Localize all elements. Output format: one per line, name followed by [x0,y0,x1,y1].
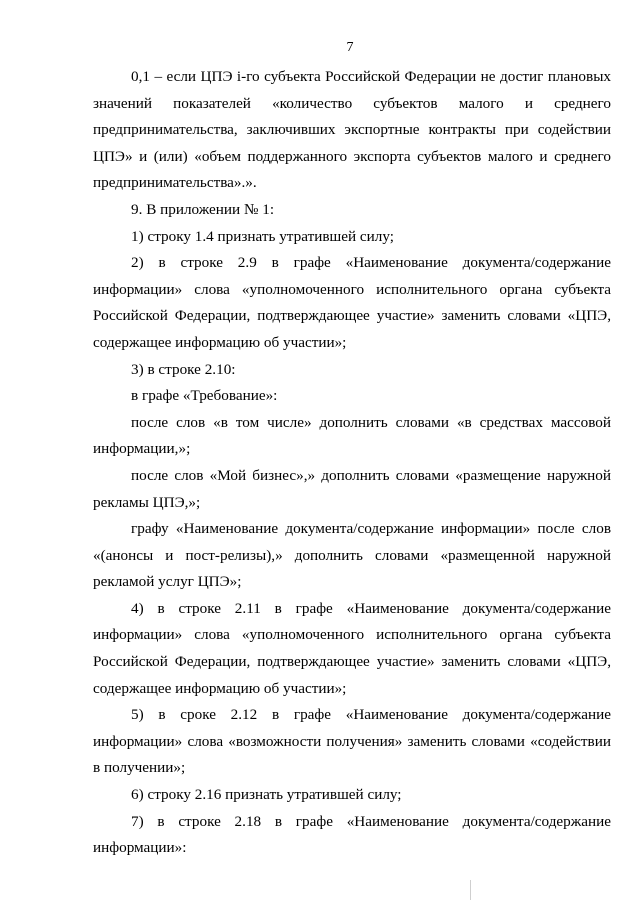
paragraph-item-5: 5) в сроке 2.12 в графе «Наименование документа/содержание информации» слова «возможности получения» заменить словами «содействии в получении»; [93,706,611,777]
paragraph-item-3-column: в графе «Требование»: [131,387,278,405]
page-number: 7 [346,40,354,55]
paragraph-item-1: 1) строку 1.4 признать утратившей силу; [131,227,394,245]
document-body [93,64,611,862]
paragraph-item-2: 2) в строке 2.9 в графе «Наименование документа/содержание информации» слова «уполномоченного исполнительного органа субъекта Российской Федерации, подтверждающее участие» заменить словами «ЦПЭ, содержащее информацию об участии»; [93,254,611,351]
paragraph-item-3-document-column: графу «Наименование документа/содержание информации» после слов «(анонсы и пост-релизы),» дополнить словами «размещенной наружной рекламой услуг ЦПЭ»; [93,520,611,591]
paragraph-appendix-1-heading: 9. В приложении № 1: [131,200,275,218]
paragraph-item-6: 6) строку 2.16 признать утратившей силу; [131,786,402,804]
paragraph-item-4: 4) в строке 2.11 в графе «Наименование документа/содержание информации» слова «уполномоченного исполнительного органа субъекта Российской Федерации, подтверждающее участие» заменить словами «ЦПЭ, содержащее информацию об участии»; [93,599,611,697]
paragraph-item-7: 7) в строке 2.18 в графе «Наименование документа/содержание информации»: [93,812,611,857]
paragraph-item-3-advertising: после слов «Мой бизнес»,» дополнить словами «размещение наружной рекламы ЦПЭ,»; [93,466,611,511]
paragraph-export-coefficient: 0,1 – если ЦПЭ i-го субъекта Российской Федерации не достиг плановых значений показателей «количество субъектов малого и среднего предпринимательства, заключивших экспортные контракты при содействии ЦПЭ» и (или) «объем поддержанного экспорта субъектов малого и среднего предпринимательства».». [93,68,611,192]
paragraph-item-3: 3) в строке 2.10: [131,360,236,378]
scan-mark [470,880,471,900]
paragraph-item-3-media: после слов «в том числе» дополнить словами «в средствах массовой информации,»; [93,413,611,458]
